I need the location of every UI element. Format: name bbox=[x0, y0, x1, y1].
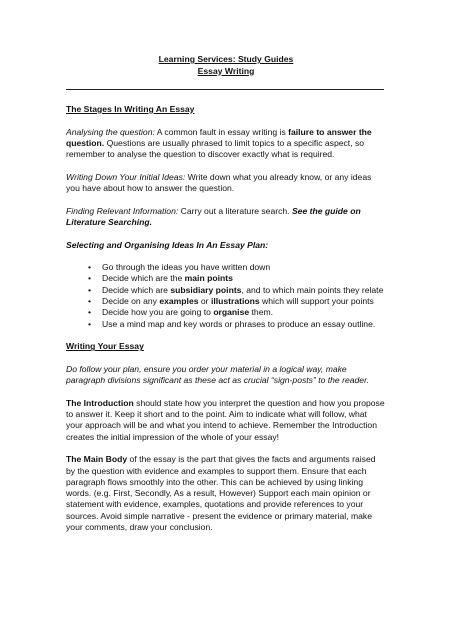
bullet-bold: organise bbox=[213, 307, 250, 318]
list-item bbox=[102, 273, 386, 284]
analysing-label: Analysing the question: bbox=[66, 126, 155, 137]
analysing-text-1: A common fault in essay writing is bbox=[154, 126, 289, 137]
finding-label: Finding Relevant Information: bbox=[66, 205, 179, 216]
bullet-text: Decide on any bbox=[102, 296, 160, 307]
paragraph-ideas bbox=[66, 172, 386, 195]
plan-bullet-list bbox=[66, 262, 386, 330]
document-header bbox=[0, 54, 452, 77]
introduction-text: should state how you interpret the question and how you propose to answer it. Keep it short and to the point. Aim to indicate what will follow, what your approach will be and what you intend to achieve. Remember the Introduction creates the initial impression of the whole of your essay! bbox=[66, 397, 385, 442]
analysing-text-2: Questions are usually phrased to limit topics to a specific aspect, so remember to analyse the question to discover exactly what is required. bbox=[66, 137, 365, 160]
list-item bbox=[102, 262, 386, 273]
writing-intro-text: Do follow your plan, ensure you order your material in a logical way, make paragraph divisions significant as these act as crucial “sign-posts” to the reader. bbox=[66, 363, 370, 386]
bullet-text: them. bbox=[249, 307, 274, 318]
header-subtitle: Essay Writing bbox=[197, 65, 255, 76]
paragraph-analysing bbox=[66, 127, 386, 161]
paragraph-introduction bbox=[66, 398, 386, 443]
bullet-text: which will support your points bbox=[259, 296, 374, 307]
header-divider bbox=[66, 89, 384, 90]
ideas-label: Writing Down Your Initial Ideas: bbox=[66, 171, 186, 182]
bullet-bold: subsidiary points bbox=[170, 284, 242, 295]
main-body-text: of the essay is the part that gives the facts and arguments raised by the question with evidence and examples to support them. Ensure that each paragraph flows smoothly into the other. This can be achieved by using linking words. (e.g. First, Secondly, As a result, However) Support each main opinion or statement with evidence, examples, quotations and provide references to your sources. Avoid simple narrative - present the evidence or primary material, make your comments, draw your conclusion. bbox=[66, 454, 376, 532]
bullet-text: Go through the ideas you have written down bbox=[102, 262, 271, 273]
analysing-bold: failure to answer the question. bbox=[66, 126, 372, 148]
plan-heading: Selecting and Organising Ideas In An Essay Plan: bbox=[66, 239, 269, 250]
bullet-bold: illustrations bbox=[210, 296, 260, 307]
header-title: Learning Services: Study Guides bbox=[158, 54, 294, 64]
paragraph-finding bbox=[66, 206, 386, 229]
paragraph-plan-heading bbox=[66, 240, 386, 251]
bullet-text: , and to which main points they relate bbox=[241, 284, 384, 295]
list-item bbox=[102, 285, 386, 296]
bullet-bold: examples bbox=[159, 296, 199, 307]
finding-text: Carry out a literature search. bbox=[178, 205, 292, 216]
introduction-bold: The Introduction bbox=[66, 397, 134, 408]
bullet-text: or bbox=[198, 296, 211, 307]
ideas-text: Write down what you already know, or any ideas you have about how to answer the question. bbox=[66, 171, 372, 194]
stages-heading: The Stages In Writing An Essay bbox=[66, 104, 195, 114]
list-item bbox=[102, 307, 386, 318]
bullet-text: Decide which are bbox=[102, 284, 171, 295]
bullet-text: Decide how you are going to bbox=[102, 307, 214, 318]
paragraph-main-body bbox=[66, 454, 386, 533]
bullet-bold: main points bbox=[184, 273, 233, 284]
list-item bbox=[102, 319, 386, 330]
finding-see-guide: See the guide on Literature Searching. bbox=[66, 205, 361, 227]
section-heading-writing bbox=[66, 341, 386, 352]
document-body bbox=[66, 104, 386, 533]
paragraph-writing-intro bbox=[66, 364, 386, 387]
bullet-text: Use a mind map and key words or phrases to produce an essay outline. bbox=[102, 318, 376, 329]
section-heading-stages bbox=[66, 104, 386, 115]
main-body-bold: The Main Body bbox=[66, 454, 128, 465]
writing-heading: Writing Your Essay bbox=[66, 341, 144, 352]
bullet-text: Decide which are the bbox=[102, 273, 185, 284]
list-item bbox=[102, 296, 386, 307]
